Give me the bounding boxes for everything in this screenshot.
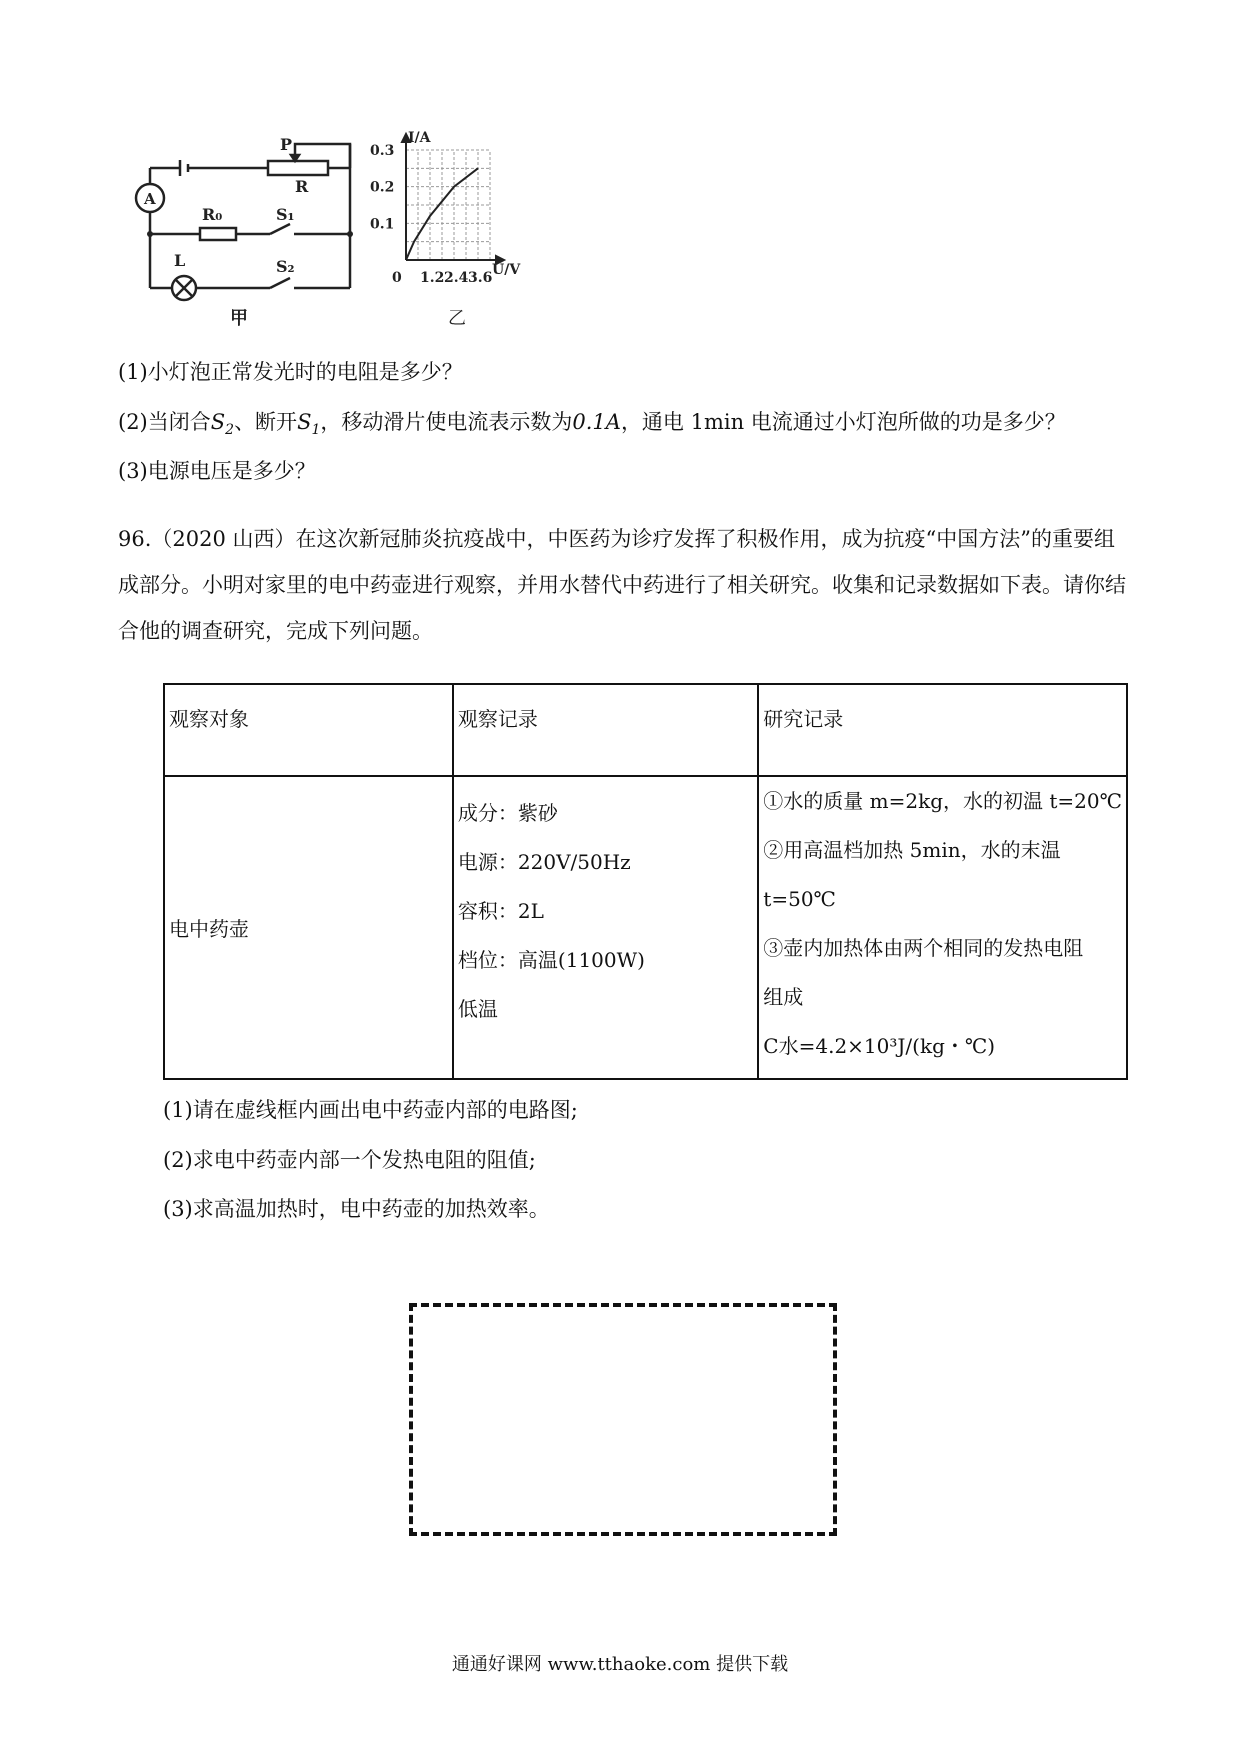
obs-line: 容积：2L [457, 899, 544, 923]
research-line: t=50℃ [763, 887, 836, 911]
research-line: ①水的质量 m=2kg，水的初温 t=20℃ [763, 789, 1122, 813]
iv-chart-yi [370, 128, 530, 328]
observation-table [163, 683, 1128, 1080]
x-tick-label: 2.4 [444, 270, 469, 286]
cell-observation [453, 776, 758, 1079]
label-s2: S₂ [276, 257, 295, 276]
q95-sub2-s1: $S_1$ [297, 410, 321, 439]
obs-line: 电源：220V/50Hz [457, 850, 631, 874]
caption-yi: 乙 [448, 308, 466, 328]
q95-sub2-text-d: ，通电 1min 电流通过小灯泡所做的功是多少？ [620, 410, 1066, 434]
q95-sub2-text-a: (2)当闭合 [118, 410, 211, 434]
cell-object: 电中药壶 [164, 776, 453, 1079]
label-p: P [280, 135, 293, 154]
q95-sub2-s2: $S_2$ [210, 410, 235, 439]
x-tick-label: 3.6 [468, 270, 493, 286]
q96-sub1: (1)请在虚线框内画出电中药壶内部的电路图; [163, 1098, 578, 1122]
y-tick-label: 0.3 [370, 143, 395, 159]
x-tick-label: 0 [392, 270, 402, 286]
header-object: 观察对象 [164, 684, 453, 776]
obs-line: 成分：紫砂 [457, 801, 558, 825]
obs-line: 低温 [457, 997, 498, 1021]
research-line: ③壶内加热体由两个相同的发热电阻 [763, 936, 1084, 960]
header-research: 研究记录 [758, 684, 1127, 776]
x-tick-label: 1.2 [420, 270, 445, 286]
q95-sub1: (1)小灯泡正常发光时的电阻是多少？ [118, 360, 463, 384]
label-r0: R₀ [202, 205, 223, 224]
research-line: ②用高温档加热 5min，水的末温 [763, 838, 1061, 862]
obs-line: 档位：高温(1100W) [457, 948, 645, 972]
research-line: 组成 [763, 985, 804, 1009]
label-s1: S₁ [276, 205, 295, 224]
x-axis-label: U/V [492, 262, 521, 278]
circuit-diagram-jia [130, 128, 370, 328]
q95-sub2-text-b: 、断开 [234, 410, 298, 434]
q96-sub2: (2)求电中药壶内部一个发热电阻的阻值; [163, 1148, 536, 1172]
q95-sub3: (3)电源电压是多少？ [118, 459, 316, 483]
caption-jia: 甲 [230, 308, 248, 328]
label-lamp: L [174, 251, 186, 270]
footer-source: 通通好课网 www.tthaoke.com 提供下载 [451, 1654, 789, 1675]
ammeter-label: A [144, 190, 156, 208]
cell-research [758, 776, 1127, 1079]
y-axis-label: I/A [408, 130, 431, 146]
research-line: C水=4.2×10³J/(kg・℃) [763, 1034, 996, 1058]
label-r: R [295, 177, 309, 196]
y-tick-label: 0.2 [370, 179, 395, 196]
q96-stem: 96.（2020 山西）在这次新冠肺炎抗疫战中，中医药为诊疗发挥了积极作用，成为抗疫“中国方法”的重要组成部分。小明对家里的电中药壶进行观察，并用水替代中药进行了相关研究。收集和记录数据如下表。请你结合他的调查研究，完成下列问题。 [118, 527, 1126, 643]
q95-sub2-text-c: ，移动滑片使电流表示数为 [320, 410, 573, 434]
y-tick-label: 0.1 [370, 216, 395, 233]
q95-sub2 [118, 408, 1066, 444]
header-observation: 观察记录 [453, 684, 758, 776]
q95-sub2-value: 0.1A [572, 410, 621, 434]
q96-sub3: (3)求高温加热时，电中药壶的加热效率。 [163, 1197, 550, 1221]
answer-dashed-box[interactable] [409, 1303, 837, 1536]
